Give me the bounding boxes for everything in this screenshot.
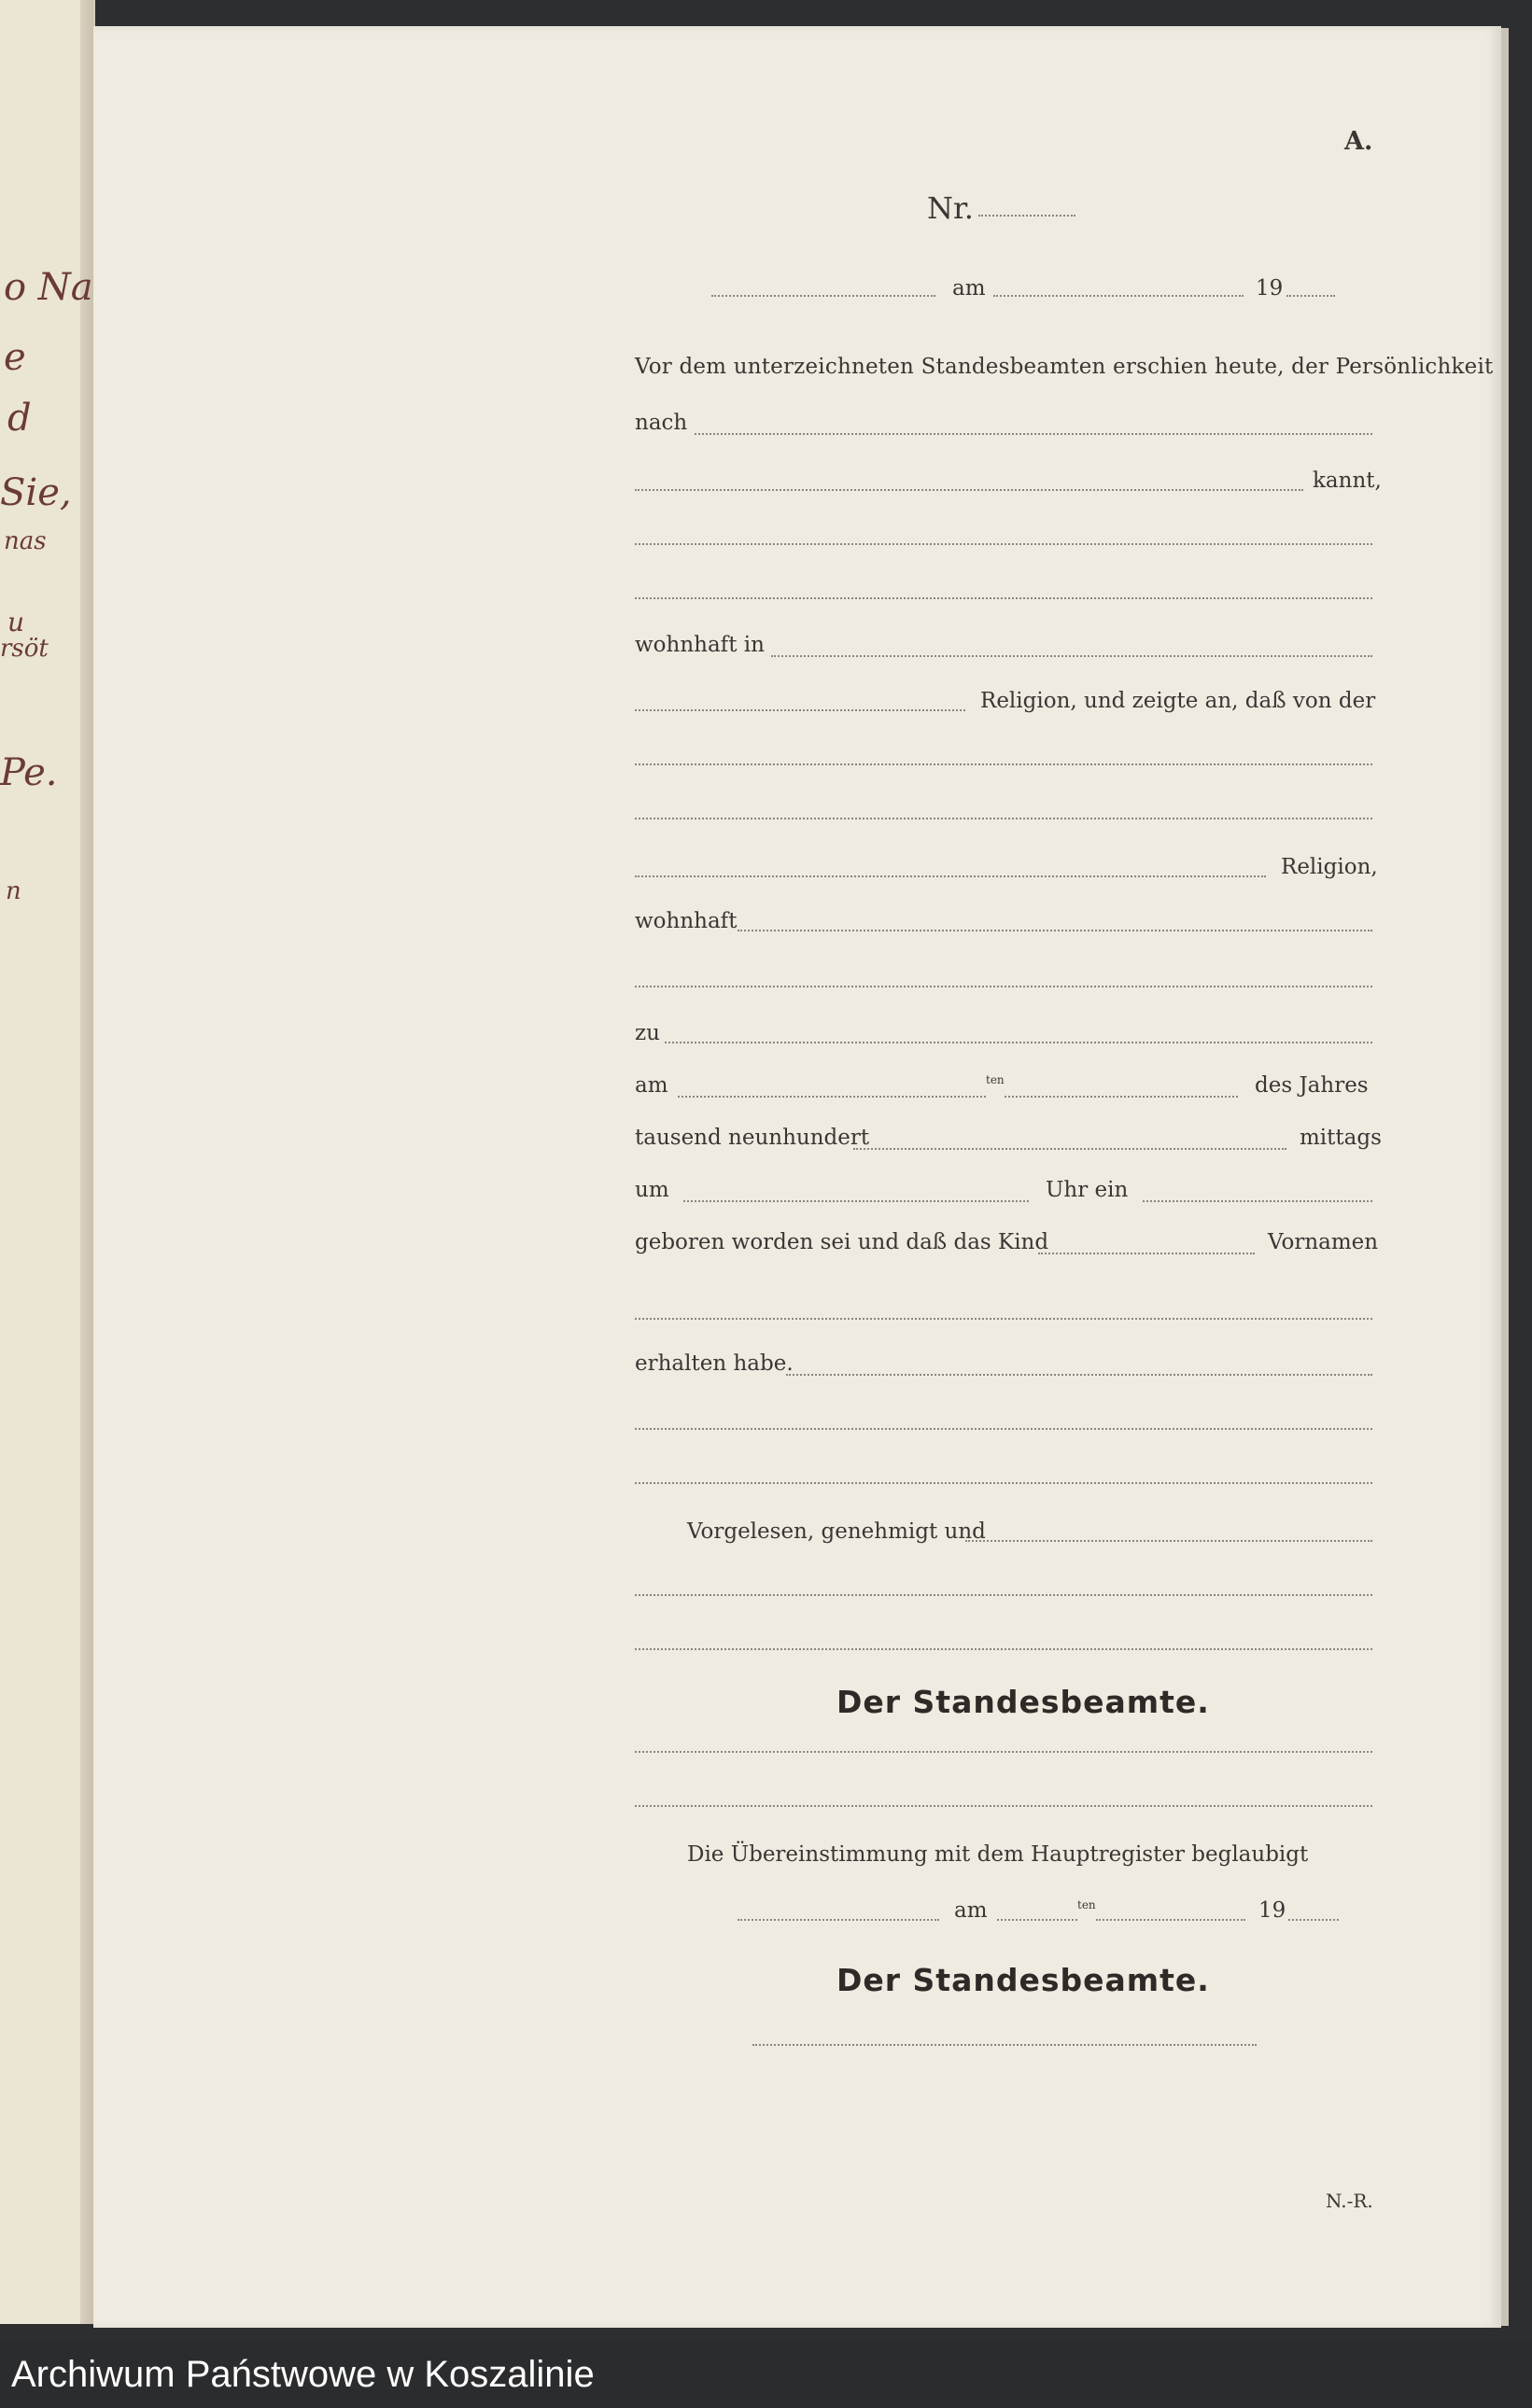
vornamen-label: Vornamen bbox=[1268, 1230, 1379, 1254]
certify-month-line bbox=[1096, 1919, 1245, 1921]
birth-register-form-page bbox=[93, 26, 1501, 2328]
date-line bbox=[993, 295, 1244, 297]
tausend-label: tausend neunhundert bbox=[635, 1126, 870, 1150]
name-line-2 bbox=[635, 597, 1372, 599]
wohnhaft-in-label: wohnhaft in bbox=[635, 633, 765, 657]
signature-line-2 bbox=[635, 1594, 1372, 1596]
date-am-label: am bbox=[952, 276, 986, 301]
am-label: am bbox=[635, 1073, 668, 1098]
signature-line-3 bbox=[635, 1648, 1372, 1650]
remarks-line-2 bbox=[635, 1428, 1372, 1430]
certify-am-label: am bbox=[954, 1898, 988, 1923]
registrar-signature-line bbox=[752, 2044, 1257, 2046]
handwriting-fragment: rsöt bbox=[0, 635, 49, 663]
name-line-1 bbox=[635, 543, 1372, 545]
hour-line bbox=[683, 1200, 1029, 1202]
child-sex-line bbox=[1143, 1200, 1372, 1202]
erhalten-text: erhalten habe. bbox=[635, 1351, 794, 1376]
identity-line-2 bbox=[635, 489, 1303, 491]
uhr-ein-label: Uhr ein bbox=[1046, 1178, 1129, 1202]
year-line bbox=[1286, 295, 1335, 297]
vorgelesen-text: Vorgelesen, genehmigt und bbox=[687, 1519, 986, 1544]
mother-residence-line-2 bbox=[635, 986, 1372, 987]
handwriting-fragment: d bbox=[7, 397, 32, 440]
left-page-edge bbox=[0, 0, 95, 2324]
number-line bbox=[978, 215, 1075, 217]
religion-zeigte-text: Religion, und zeigte an, daß von der bbox=[980, 689, 1376, 713]
mother-religion-line bbox=[635, 875, 1266, 877]
handwriting-fragment: e bbox=[4, 336, 26, 379]
birthplace-line bbox=[665, 1042, 1372, 1043]
archive-footer bbox=[0, 2343, 1532, 2408]
signature-line-1 bbox=[965, 1540, 1372, 1542]
child-line bbox=[1038, 1253, 1255, 1254]
handwriting-fragment: nas bbox=[4, 527, 47, 555]
kannt-label: kannt, bbox=[1313, 469, 1382, 493]
year-prefix: 19 bbox=[1256, 276, 1284, 301]
handwriting-fragment: Pe. bbox=[0, 751, 58, 794]
register-code: N.-R. bbox=[1326, 2190, 1373, 2212]
registrar-line-1 bbox=[635, 1751, 1372, 1753]
mother-residence-line bbox=[738, 930, 1372, 931]
certify-day-line bbox=[997, 1919, 1077, 1921]
intro-text: Vor dem unterzeichneten Standesbeamten erschien heute, der Persönlichkeit bbox=[635, 355, 1494, 379]
day-line bbox=[678, 1096, 986, 1098]
handwriting-fragment: n bbox=[6, 877, 21, 905]
registrar-line-2 bbox=[635, 1805, 1372, 1807]
residence-line bbox=[771, 655, 1372, 657]
certify-year-line bbox=[1288, 1919, 1339, 1921]
handwriting-fragment: o Na bbox=[4, 266, 93, 309]
certify-ten-suffix: ten bbox=[1077, 1898, 1096, 1911]
um-label: um bbox=[635, 1178, 669, 1202]
handwriting-fragment: Sie, bbox=[0, 471, 72, 514]
identity-line bbox=[695, 433, 1372, 435]
des-jahres-label: des Jahres bbox=[1255, 1073, 1369, 1098]
ten-suffix: ten bbox=[986, 1073, 1005, 1086]
nach-label: nach bbox=[635, 411, 688, 435]
mittags-label: mittags bbox=[1300, 1126, 1382, 1150]
religion-label: Religion, bbox=[1281, 855, 1378, 879]
book-spine bbox=[80, 0, 93, 2324]
vornamen-line bbox=[635, 1318, 1372, 1320]
religion-line bbox=[635, 709, 965, 711]
mother-line-1 bbox=[635, 763, 1372, 765]
uebereinstimmung-text: Die Übereinstimmung mit dem Hauptregister beglaubigt bbox=[687, 1842, 1309, 1867]
mother-line-2 bbox=[635, 818, 1372, 819]
page-edge bbox=[1501, 28, 1509, 2326]
number-label: Nr. bbox=[927, 190, 974, 226]
remarks-line bbox=[786, 1374, 1372, 1376]
geboren-text: geboren worden sei und daß das Kind bbox=[635, 1230, 1049, 1254]
form-letter: A. bbox=[1344, 127, 1373, 156]
archive-name: Archiwum Państwowe w Koszalinie bbox=[11, 2354, 595, 2395]
registrar-heading: Der Standesbeamte. bbox=[836, 1684, 1210, 1720]
remarks-line-3 bbox=[635, 1482, 1372, 1484]
wohnhaft-label: wohnhaft bbox=[635, 909, 738, 933]
year-words-line bbox=[853, 1148, 1286, 1150]
certify-place-line bbox=[738, 1919, 939, 1921]
zu-label: zu bbox=[635, 1021, 660, 1045]
place-line bbox=[711, 295, 935, 297]
month-line bbox=[1005, 1096, 1238, 1098]
handwriting-fragment: u bbox=[7, 607, 25, 637]
registrar-heading-2: Der Standesbeamte. bbox=[836, 1962, 1210, 1998]
certify-year-prefix: 19 bbox=[1258, 1898, 1286, 1923]
